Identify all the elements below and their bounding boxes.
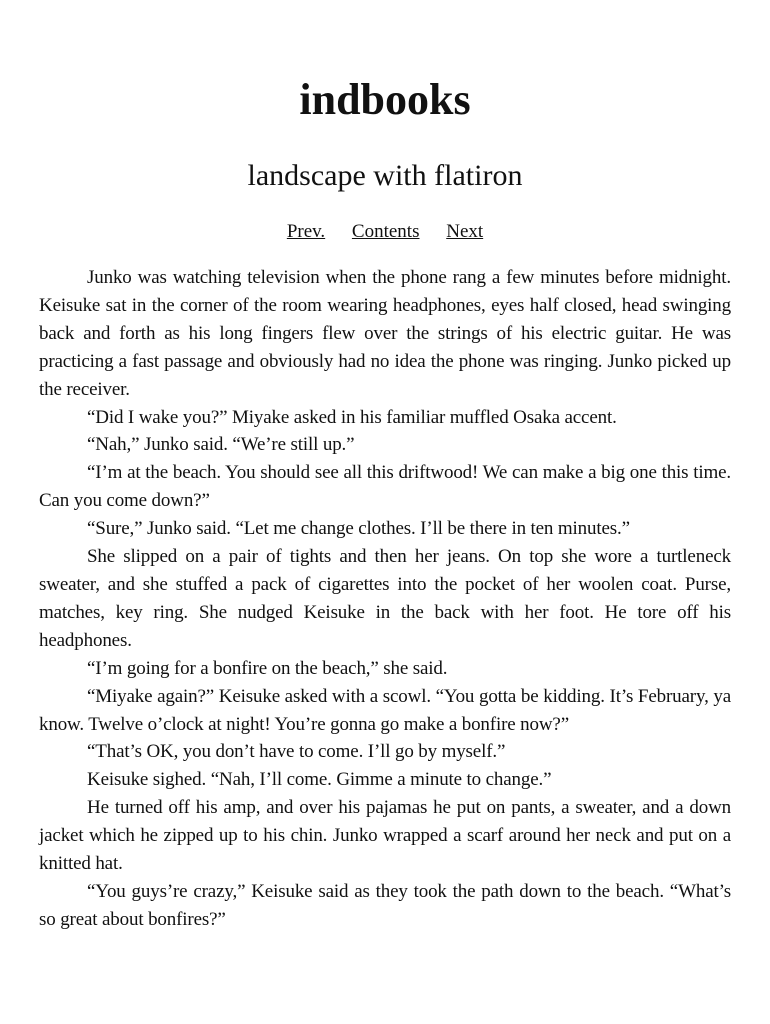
prev-link[interactable]: Prev. xyxy=(286,221,326,242)
page xyxy=(39,0,731,934)
next-link[interactable]: Next xyxy=(446,221,484,242)
chapter-nav xyxy=(39,220,731,244)
paragraph: “Miyake again?” Keisuke asked with a scowl. “You gotta be kidding. It’s February, ya know. Twelve o’clock at night! You’re gonna go make a bonfire now?” xyxy=(39,685,731,735)
paragraph: “You guys’re crazy,” Keisuke said as they took the path down to the beach. “What’s so great about bonfires?” xyxy=(39,880,731,930)
paragraph: “I’m at the beach. You should see all this driftwood! We can make a big one this time. Can you come down?” xyxy=(39,462,731,512)
paragraph: “Did I wake you?” Miyake asked in his familiar muffled Osaka accent. xyxy=(87,406,617,428)
paragraph: “I’m going for a bonfire on the beach,” she said. xyxy=(87,657,448,679)
paragraph: “Sure,” Junko said. “Let me change clothes. I’ll be there in ten minutes.” xyxy=(87,518,630,540)
paragraph: He turned off his amp, and over his pajamas he put on pants, a sweater, and a down jacket which he zipped up to his chin. Junko wrapped a scarf around her neck and put on a knitted hat. xyxy=(39,797,731,875)
contents-link[interactable]: Contents xyxy=(351,221,420,242)
paragraph: “Nah,” Junko said. “We’re still up.” xyxy=(87,434,355,456)
paragraph: Keisuke sighed. “Nah, I’ll come. Gimme a minute to change.” xyxy=(87,769,552,791)
paragraph: She slipped on a pair of tights and then her jeans. On top she wore a turtleneck sweater, and she stuffed a pack of cigarettes into the pocket of her woolen coat. Purse, matches, key ring. She nudged Keisuke in the back with her foot. He tore off his headphones. xyxy=(39,546,731,651)
paragraph: “That’s OK, you don’t have to come. I’ll go by myself.” xyxy=(87,741,506,763)
chapter-title: landscape with flatiron xyxy=(247,159,523,192)
site-title: indbooks xyxy=(299,75,471,124)
story-text xyxy=(39,264,731,934)
paragraph: Junko was watching television when the phone rang a few minutes before midnight. Keisuke sat in the corner of the room wearing headphones, eyes half closed, head swinging back and forth as his long fingers flew over the strings of his electric guitar. He was practicing a fast passage and obviously had no idea the phone was ringing. Junko picked up the receiver. xyxy=(39,267,731,400)
